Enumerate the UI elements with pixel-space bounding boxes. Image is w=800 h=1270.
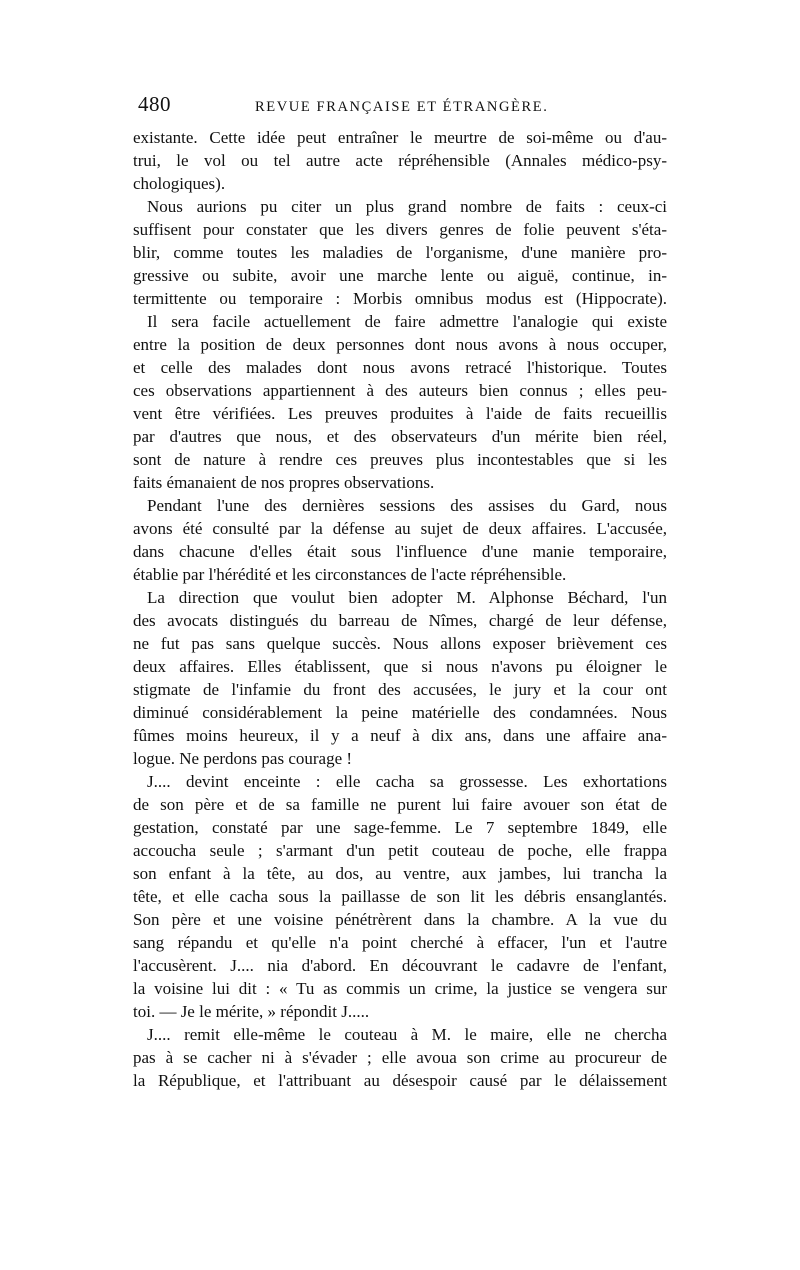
text-line: par d'autres que nous, et des observateurs d'un mérite bien réel, [133, 427, 667, 446]
text-line: sang répandu et qu'elle n'a point cherché à effacer, l'un et l'autre [133, 933, 667, 952]
text-line: ces observations appartiennent à des auteurs bien connus ; elles peu- [133, 381, 667, 400]
text-line: fûmes moins heureux, il y a neuf à dix ans, dans une affaire ana- [133, 726, 667, 745]
text-line: dans chacune d'elles était sous l'influence d'une manie temporaire, [133, 542, 667, 561]
text-line: deux affaires. Elles établissent, que si nous n'avons pu éloigner le [133, 657, 667, 676]
text-line: termittente ou temporaire : Morbis omnibus modus est (Hippocrate). [133, 289, 667, 308]
text-line: des avocats distingués du barreau de Nîmes, chargé de leur défense, [133, 611, 667, 630]
text-line: Nous aurions pu citer un plus grand nombre de faits : ceux-ci [147, 197, 667, 216]
text-line: existante. Cette idée peut entraîner le meurtre de soi-même ou d'au- [133, 128, 667, 147]
text-line: son enfant à la tête, au dos, au ventre, aux jambes, lui trancha la [133, 864, 667, 883]
body-text [133, 126, 667, 1092]
text-line: la République, et l'attribuant au désespoir causé par le délaissement [133, 1071, 667, 1090]
text-line: tête, et elle cacha sous la paillasse de son lit les débris ensanglantés. [133, 887, 667, 906]
text-line: J.... remit elle-même le couteau à M. le maire, elle ne chercha [147, 1025, 667, 1044]
text-line: suffisent pour constater que les divers genres de folie peuvent s'éta- [133, 220, 667, 239]
text-line: vent être vérifiées. Les preuves produites à l'aide de faits recueillis [133, 404, 667, 423]
text-line: avons été consulté par la défense au sujet de deux affaires. L'accusée, [133, 519, 667, 538]
text-line: Son père et une voisine pénétrèrent dans la chambre. A la vue du [133, 910, 667, 929]
text-line: J.... devint enceinte : elle cacha sa grossesse. Les exhortations [147, 772, 667, 791]
text-line: ne fut pas sans quelque succès. Nous allons exposer brièvement ces [133, 634, 667, 653]
text-line: de son père et de sa famille ne purent lui faire avouer son état de [133, 795, 667, 814]
text-line: l'accusèrent. J.... nia d'abord. En découvrant le cadavre de l'enfant, [133, 956, 667, 975]
text-line: gestation, constaté par une sage-femme. Le 7 septembre 1849, elle [133, 818, 667, 837]
text-line: diminué considérablement la peine matérielle des condamnées. Nous [133, 703, 667, 722]
text-line: chologiques). [133, 174, 226, 193]
text-line: sont de nature à rendre ces preuves plus incontestables que si les [133, 450, 667, 469]
running-head: REVUE FRANÇAISE ET ÉTRANGÈRE. [255, 99, 549, 115]
text-line: entre la position de deux personnes dont nous avons à nous occuper, [133, 335, 667, 354]
text-line: stigmate de l'infamie du front des accusées, le jury et la cour ont [133, 680, 667, 699]
page-number: 480 [138, 92, 171, 116]
text-line: Pendant l'une des dernières sessions des assises du Gard, nous [147, 496, 667, 515]
text-line: toi. — Je le mérite, » répondit J..... [133, 1002, 370, 1021]
text-line: gressive ou subite, avoir une marche lente ou aiguë, continue, in- [133, 266, 667, 285]
text-line: Il sera facile actuellement de faire admettre l'analogie qui existe [147, 312, 667, 331]
text-line: La direction que voulut bien adopter M. Alphonse Béchard, l'un [147, 588, 667, 607]
text-line: et celle des malades dont nous avons retracé l'historique. Toutes [133, 358, 667, 377]
text-line: logue. Ne perdons pas courage ! [133, 749, 353, 768]
text-line: établie par l'hérédité et les circonstances de l'acte répréhensible. [133, 565, 567, 584]
text-line: pas à se cacher ni à s'évader ; elle avoua son crime au procureur de [133, 1048, 667, 1067]
text-line: trui, le vol ou tel autre acte répréhensible (Annales médico-psy- [133, 151, 667, 170]
text-line: accoucha seule ; s'armant d'un petit couteau de poche, elle frappa [133, 841, 667, 860]
page-header [138, 92, 670, 116]
text-line: la voisine lui dit : « Tu as commis un crime, la justice se vengera sur [133, 979, 667, 998]
text-line: faits émanaient de nos propres observations. [133, 473, 435, 492]
text-line: blir, comme toutes les maladies de l'organisme, d'une manière pro- [133, 243, 667, 262]
